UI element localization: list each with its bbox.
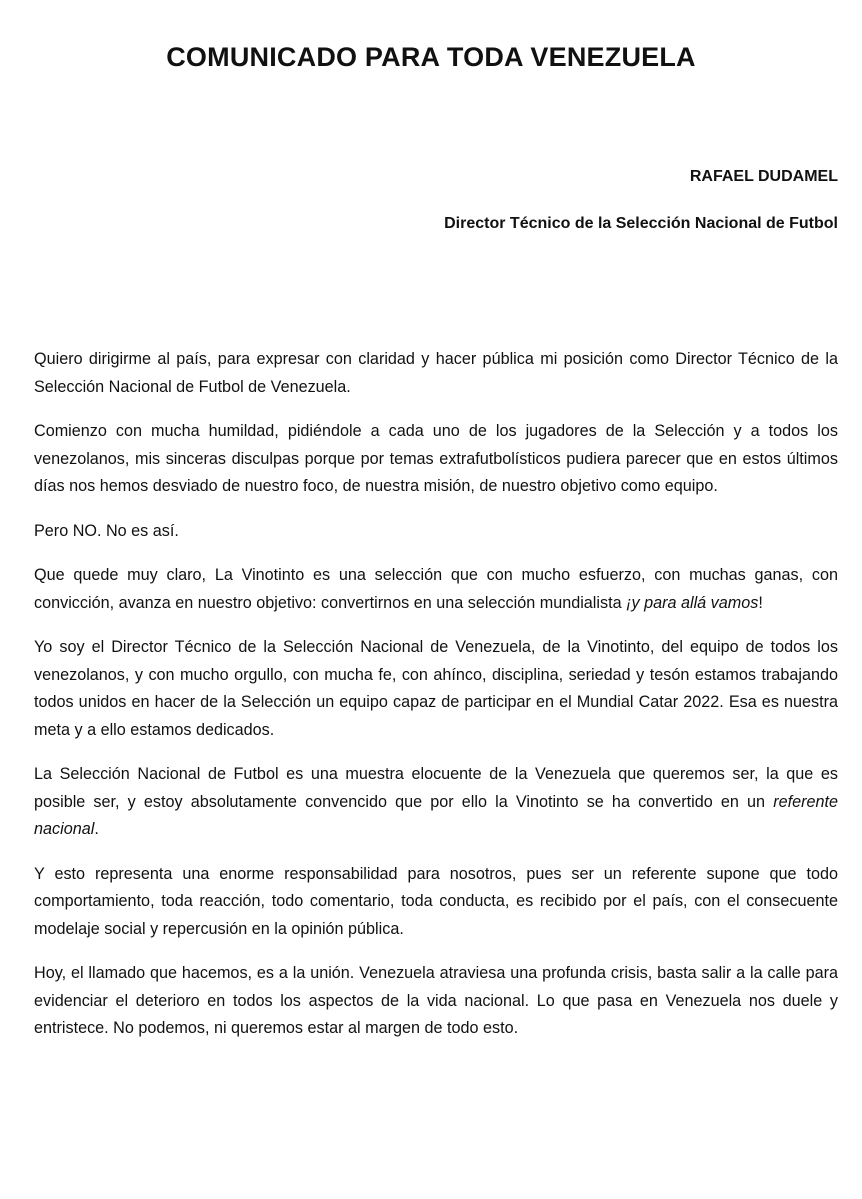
paragraph-8: Hoy, el llamado que hacemos, es a la unión. Venezuela atraviesa una profunda crisis, basta salir a la calle para evidenciar el deterioro en todos los aspectos de la vida nacional. Lo que pasa en Venezuela nos duele y entristece. No podemos, ni queremos estar al margen de todo esto.: [34, 964, 838, 1037]
paragraph-4-end: !: [758, 593, 763, 612]
paragraph-7: Y esto representa una enorme responsabilidad para nosotros, pues ser un referente supone que todo comportamiento, toda reacción, todo comentario, toda conducta, es recibido por el país, con el consecuente modelaje social y repercusión en la opinión pública.: [34, 864, 838, 938]
paragraph-1: Quiero dirigirme al país, para expresar con claridad y hacer pública mi posición como Director Técnico de la Selección Nacional de Futbol de Venezuela.: [34, 350, 838, 396]
paragraph-5: Yo soy el Director Técnico de la Selección Nacional de Venezuela, de la Vinotinto, del equipo de todos los venezolanos, y con mucho orgullo, con mucha fe, con ahínco, disciplina, seriedad y tesón estamos trabajando todos unidos en hacer de la Selección un equipo capaz de participar en el Mundial Catar 2022. Esa es nuestra meta y a ello estamos dedicados.: [34, 638, 838, 739]
signature-name: RAFAEL DUDAMEL: [689, 168, 838, 185]
paragraph-2: Comienzo con mucha humildad, pidiéndole a cada uno de los jugadores de la Selección y a todos los venezolanos, mis sinceras disculpas porque por temas extrafutbolísticos pudiera parecer que en estos últimos días nos hemos desviado de nuestro foco, de nuestra misión, de nuestro objetivo como equipo.: [34, 422, 838, 495]
paragraph-6-end: .: [94, 820, 99, 838]
paragraph-4-emphasis: ¡y para allá vamos: [626, 593, 759, 612]
paragraph-4-text: Que quede muy claro, La Vinotinto es una selección que con mucho esfuerzo, con muchas ganas, con convicción, avanza en nuestro objetivo: convertirnos en una selección mundialista: [34, 566, 838, 612]
signature-role: Director Técnico de la Selección Nacional de Futbol: [444, 215, 838, 232]
paragraph-6-text: La Selección Nacional de Futbol es una muestra elocuente de la Venezuela que queremos ser, la que es posible ser, y estoy absolutamente convencido que por ello la Vinotinto se ha convertido en un: [34, 765, 838, 811]
paragraph-4: [34, 562, 838, 617]
document-body: [34, 346, 838, 1060]
document-title: COMUNICADO PARA TODA VENEZUELA: [166, 42, 696, 72]
paragraph-3: Pero NO. No es así.: [34, 521, 179, 540]
paragraph-6-emphasis: referente nacional: [34, 792, 838, 838]
paragraph-6: [34, 761, 838, 844]
